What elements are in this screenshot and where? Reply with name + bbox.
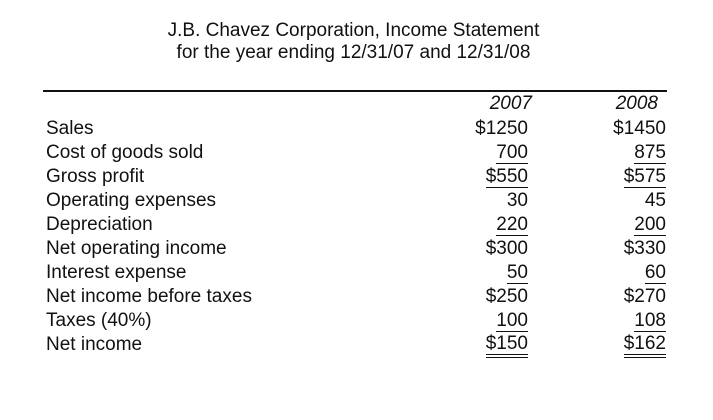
column-header-2007: 2007	[489, 93, 532, 114]
row-cost-of-goods-sold	[46, 142, 666, 166]
value-2007: $150	[486, 334, 528, 358]
row-label: Gross profit	[46, 166, 145, 187]
value-2007: 700	[496, 142, 528, 163]
income-statement-table	[46, 118, 666, 358]
value-2008: $162	[624, 334, 666, 358]
statement-title: J.B. Chavez Corporation, Income Statement	[167, 20, 540, 41]
value-2007: $300	[485, 238, 528, 259]
row-sales	[46, 118, 666, 142]
row-net-income	[46, 334, 666, 358]
row-gross-profit	[46, 166, 666, 190]
row-interest-expense	[46, 262, 666, 286]
row-net-operating-income	[46, 238, 666, 262]
header-rule	[43, 90, 667, 92]
row-net-income-before-taxes	[46, 286, 666, 310]
row-depreciation	[46, 214, 666, 238]
value-2008: 875	[634, 142, 666, 163]
row-label: Net income	[46, 334, 143, 355]
row-label: Interest expense	[46, 262, 187, 283]
row-label: Sales	[46, 118, 94, 139]
row-label: Taxes (40%)	[46, 310, 152, 331]
value-2008: $270	[623, 286, 666, 307]
row-label: Cost of goods sold	[46, 142, 204, 163]
value-2007: $250	[485, 286, 528, 307]
row-operating-expenses	[46, 190, 666, 214]
value-2007: $1250	[475, 118, 528, 139]
value-2008: 108	[634, 310, 666, 331]
row-label: Depreciation	[46, 214, 153, 235]
value-2008: $1450	[613, 118, 666, 139]
value-2008: 45	[644, 190, 666, 211]
row-label: Net income before taxes	[46, 286, 252, 307]
row-label: Net operating income	[46, 238, 227, 259]
row-label: Operating expenses	[46, 190, 217, 211]
value-2007: 30	[506, 190, 528, 211]
column-header-2008: 2008	[615, 93, 658, 114]
value-2007: 50	[506, 262, 528, 283]
value-2008: $330	[623, 238, 666, 259]
value-2007: 100	[496, 310, 528, 331]
row-taxes	[46, 310, 666, 334]
statement-subtitle: for the year ending 12/31/07 and 12/31/08	[176, 42, 531, 63]
value-2008: $575	[623, 166, 666, 187]
value-2008: 200	[634, 214, 666, 235]
value-2007: $550	[485, 166, 528, 187]
value-2007: 220	[496, 214, 528, 235]
value-2008: 60	[644, 262, 666, 283]
